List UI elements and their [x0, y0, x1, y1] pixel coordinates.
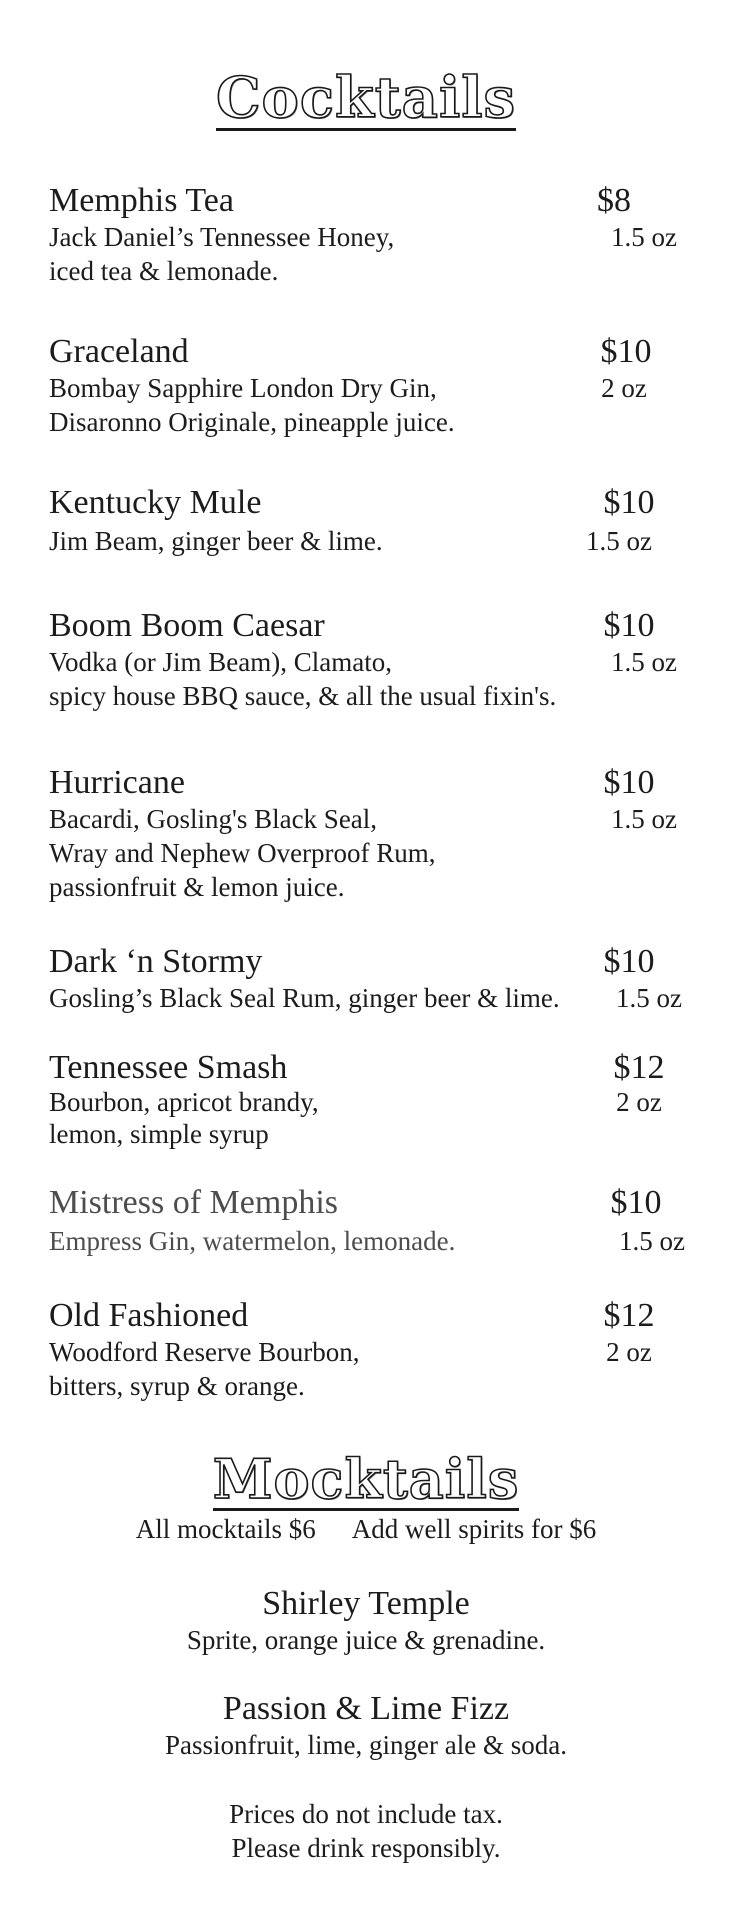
mocktail-description: Passionfruit, lime, ginger ale & soda. — [165, 1730, 567, 1760]
menu-item-mistress-of-memphis — [49, 1184, 689, 1258]
cocktails-heading-text: Cocktails — [215, 65, 517, 131]
menu-item-dark-n-stormy — [49, 943, 689, 1015]
mocktails-pricing-note — [0, 1512, 732, 1546]
item-description-line: Gosling’s Black Seal Rum, ginger beer & lime. — [49, 983, 560, 1013]
item-name: Hurricane — [49, 764, 185, 801]
item-name: Boom Boom Caesar — [49, 607, 325, 644]
item-volume: 1.5 oz — [611, 222, 677, 252]
item-price: $8 — [597, 182, 631, 219]
item-price: $10 — [603, 484, 655, 521]
item-description-line: Woodford Reserve Bourbon, — [49, 1337, 360, 1367]
item-description-line: bitters, syrup & orange. — [49, 1371, 305, 1401]
item-volume: 2 oz — [606, 1337, 652, 1367]
item-volume: 2 oz — [601, 373, 647, 403]
item-name: Mistress of Memphis — [49, 1184, 338, 1221]
menu-item-boom-boom-caesar — [49, 607, 689, 713]
mocktail-name: Shirley Temple — [262, 1585, 470, 1622]
item-name: Graceland — [49, 333, 189, 370]
item-price: $12 — [603, 1297, 655, 1334]
item-price: $10 — [610, 1184, 662, 1221]
item-volume: 1.5 oz — [611, 804, 677, 834]
menu-item-tennessee-smash — [49, 1049, 689, 1151]
mocktail-item-shirley-temple — [0, 1585, 732, 1657]
menu-item-old-fashioned — [49, 1297, 689, 1403]
tax-note: Prices do not include tax. — [229, 1799, 503, 1829]
item-description-line: lemon, simple syrup — [49, 1119, 269, 1149]
mocktail-name: Passion & Lime Fizz — [222, 1690, 510, 1727]
item-description-line: passionfruit & lemon juice. — [49, 872, 345, 902]
item-description-line: spicy house BBQ sauce, & all the usual fixin's. — [49, 681, 557, 711]
mocktails-price-note: All mocktails $6 — [135, 1514, 316, 1544]
item-name: Memphis Tea — [49, 182, 234, 219]
item-description-line: Bacardi, Gosling's Black Seal, — [49, 804, 378, 834]
item-description-line: Bombay Sapphire London Dry Gin, — [49, 373, 437, 403]
item-price: $10 — [603, 607, 655, 644]
item-description-line: iced tea & lemonade. — [49, 256, 279, 286]
item-volume: 1.5 oz — [619, 1226, 685, 1256]
item-description-line: Wray and Nephew Overproof Rum, — [49, 838, 436, 868]
menu-item-hurricane — [49, 764, 689, 904]
menu-item-graceland — [49, 333, 689, 439]
item-name: Dark ‘n Stormy — [49, 943, 263, 980]
item-price: $12 — [613, 1049, 665, 1086]
mocktail-description: Sprite, orange juice & grenadine. — [186, 1625, 546, 1655]
item-name: Tennessee Smash — [49, 1049, 288, 1086]
item-description-line: Disaronno Originale, pineapple juice. — [49, 407, 455, 437]
item-volume: 1.5 oz — [616, 983, 682, 1013]
item-volume: 1.5 oz — [611, 647, 677, 677]
item-price: $10 — [603, 943, 655, 980]
item-price: $10 — [603, 764, 655, 801]
cocktails-heading — [0, 65, 732, 131]
item-description-line: Jim Beam, ginger beer & lime. — [49, 526, 383, 556]
item-name: Kentucky Mule — [49, 484, 262, 521]
menu-item-memphis-tea — [49, 182, 689, 288]
footer-notes — [0, 1797, 732, 1865]
item-volume: 1.5 oz — [586, 526, 652, 556]
menu-item-kentucky-mule — [49, 484, 689, 558]
mocktails-heading-text: Mocktails — [212, 1447, 520, 1511]
item-volume: 2 oz — [616, 1087, 662, 1117]
mocktails-heading — [0, 1447, 732, 1511]
item-price: $10 — [600, 333, 652, 370]
item-name: Old Fashioned — [49, 1297, 249, 1334]
item-description-line: Empress Gin, watermelon, lemonade. — [49, 1226, 456, 1256]
item-description-line: Bourbon, apricot brandy, — [49, 1087, 319, 1117]
mocktails-addon-note: Add well spirits for $6 — [351, 1514, 597, 1544]
mocktail-item-passion-lime-fizz — [0, 1690, 732, 1762]
item-description-line: Jack Daniel’s Tennessee Honey, — [49, 222, 395, 252]
item-description-line: Vodka (or Jim Beam), Clamato, — [49, 647, 392, 677]
responsible-drinking-note: Please drink responsibly. — [231, 1833, 501, 1863]
